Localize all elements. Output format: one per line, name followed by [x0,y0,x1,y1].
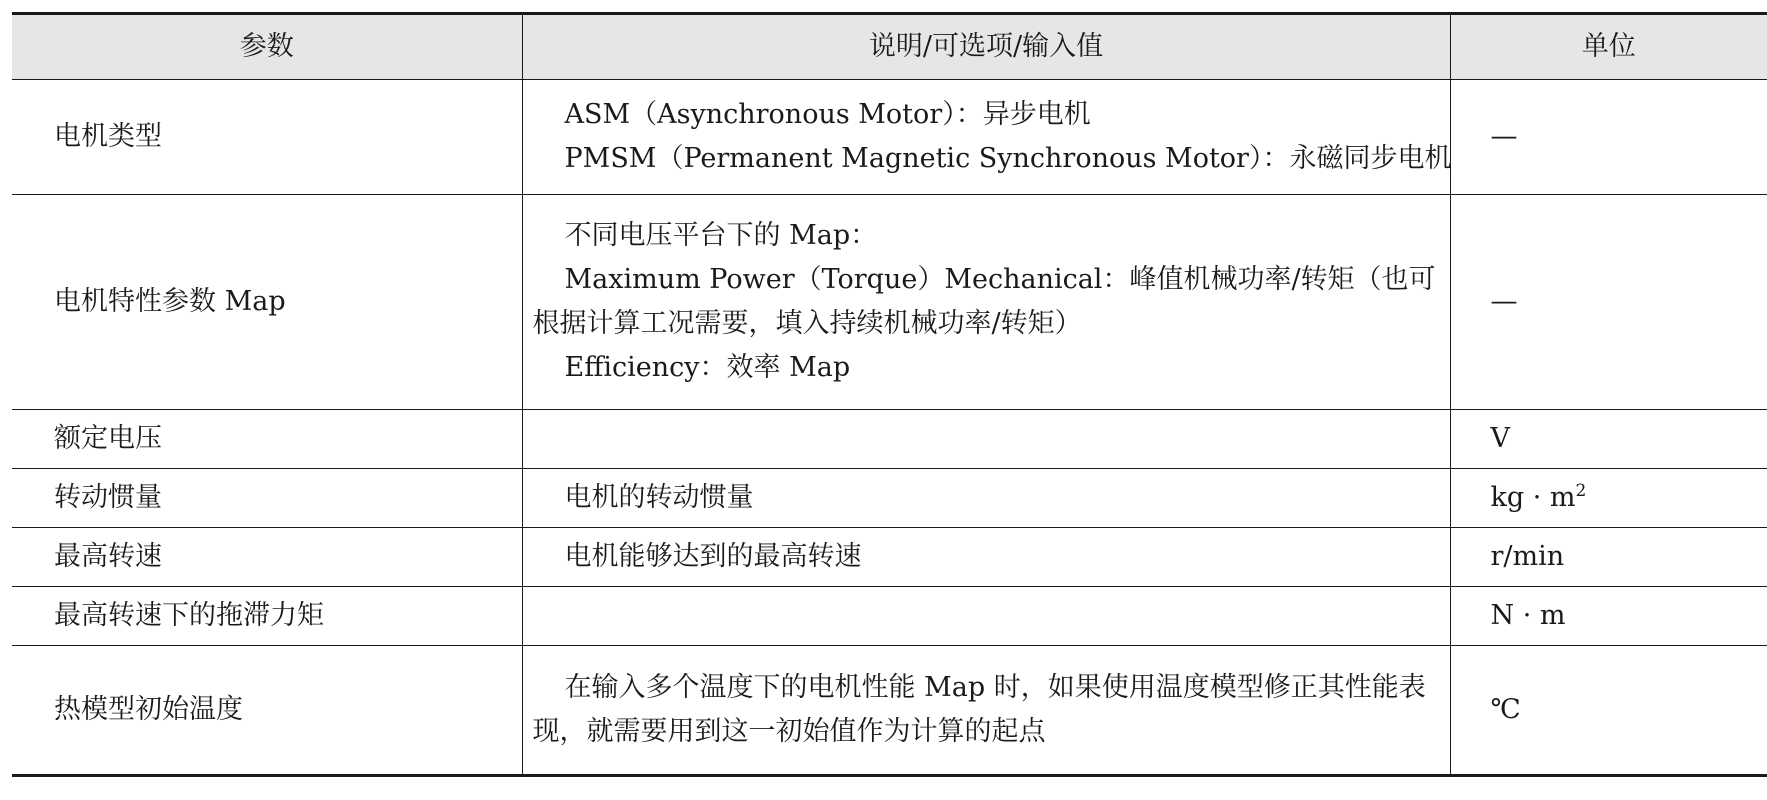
param-cell: 最高转速下的拖滞力矩 [12,587,522,646]
header-desc: 说明/可选项/输入值 [522,14,1450,80]
header-param: 参数 [12,14,522,80]
table-body [12,80,1767,776]
desc-cell [522,80,1450,195]
desc-line: 电机的转动惯量 [564,482,754,513]
desc-cell [522,528,1450,587]
desc-line: PMSM（Permanent Magnetic Synchronous Motor）：永磁同步电机 [564,143,1452,174]
param-cell: 热模型初始温度 [12,646,522,776]
table-row [12,646,1767,776]
desc-line: 电机能够达到的最高转速 [564,541,862,572]
unit-cell: r/min [1450,528,1767,587]
desc-line: Efficiency：效率 Map [564,352,851,383]
table-header [12,14,1767,80]
parameter-table-container [12,12,1767,777]
unit-cell: — [1450,80,1767,195]
param-cell: 转动惯量 [12,469,522,528]
motor-parameter-table [12,12,1767,777]
table-row [12,469,1767,528]
unit-text: kg · m [1490,482,1576,513]
desc-cell [522,410,1450,469]
param-cell: 电机特性参数 Map [12,195,522,410]
table-row [12,587,1767,646]
desc-cell [522,587,1450,646]
unit-cell: ℃ [1450,646,1767,776]
desc-cell [522,195,1450,410]
table-row [12,195,1767,410]
unit-cell: V [1450,410,1767,469]
unit-cell: N · m [1450,587,1767,646]
desc-cell [522,469,1450,528]
param-cell: 最高转速 [12,528,522,587]
desc-line: 不同电压平台下的 Map： [564,220,878,251]
table-row [12,80,1767,195]
desc-line: 在输入多个温度下的电机性能 Map 时，如果使用温度模型修正其性能表现，就需要用到这一初始值作为计算的起点 [532,672,1426,747]
desc-line: Maximum Power（Torque）Mechanical：峰值机械功率/转矩（也可根据计算工况需要，填入持续机械功率/转矩） [532,264,1436,339]
unit-superscript: 2 [1575,481,1587,501]
desc-line: ASM（Asynchronous Motor）：异步电机 [564,99,1091,130]
param-cell: 额定电压 [12,410,522,469]
table-row [12,528,1767,587]
desc-cell [522,646,1450,776]
unit-cell: — [1450,195,1767,410]
header-row [12,14,1767,80]
table-row [12,410,1767,469]
header-unit: 单位 [1450,14,1767,80]
unit-cell [1450,469,1767,528]
param-cell: 电机类型 [12,80,522,195]
